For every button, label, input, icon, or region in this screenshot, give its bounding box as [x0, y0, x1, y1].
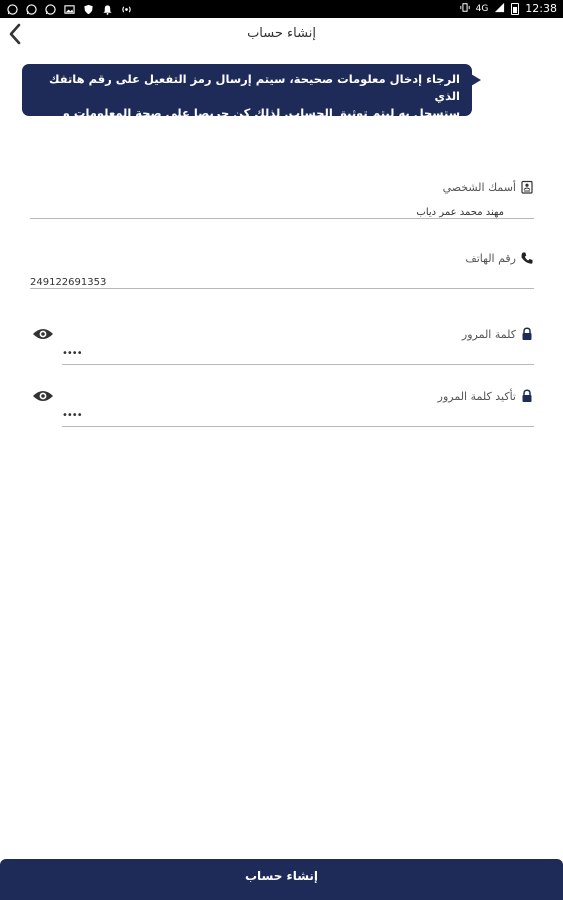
whatsapp-icon	[6, 4, 18, 15]
wifi-hotspot-icon	[120, 4, 132, 15]
page-title: إنشاء حساب	[247, 26, 316, 41]
notification-icons	[6, 2, 132, 16]
phone-field[interactable]	[30, 251, 534, 291]
create-account-button[interactable]: إنشاء حساب	[0, 859, 563, 900]
app-bar	[0, 18, 563, 52]
whatsapp-icon	[25, 4, 37, 15]
network-type: 4G	[475, 4, 489, 14]
shield-icon	[82, 4, 94, 15]
name-field[interactable]	[30, 180, 534, 220]
name-value[interactable]: مهند محمد عمر دياب	[416, 207, 504, 218]
eye-icon	[32, 326, 54, 342]
password-field[interactable]	[30, 324, 534, 368]
name-underline	[30, 218, 534, 219]
whatsapp-icon	[44, 4, 56, 15]
phone-value[interactable]: 249122691353	[30, 277, 107, 288]
contact-card-icon	[520, 180, 534, 194]
back-button[interactable]	[4, 21, 26, 47]
password-value[interactable]: ••••	[62, 348, 82, 359]
confirm-password-label	[438, 389, 534, 403]
name-label-text: أسمك الشخصي	[442, 180, 516, 194]
eye-icon	[32, 388, 54, 404]
lock-icon	[520, 327, 534, 341]
vibrate-icon	[460, 2, 470, 17]
phone-underline	[30, 288, 534, 289]
info-notice-bubble	[22, 64, 472, 137]
notice-line-1: الرجاء إدخال معلومات صحيحة، سيتم إرسال رمز التفعيل على رقم هاتفك الذي	[48, 72, 460, 103]
confirm-password-value[interactable]: ••••	[62, 410, 82, 421]
notice-line-2: ستسجل به ليتم توثيق الحساب. لذلك كن حريصا على صحة المعلومات و دقتها	[62, 106, 460, 137]
signal-icon	[494, 2, 505, 17]
confirm-password-field[interactable]	[30, 386, 534, 430]
confirm-password-label-text: تأكيد كلمة المرور	[437, 389, 516, 403]
status-bar	[0, 0, 563, 18]
password-label	[462, 327, 534, 341]
clock: 12:38	[525, 2, 557, 15]
image-icon	[63, 4, 75, 15]
password-underline	[62, 364, 534, 365]
system-status	[460, 2, 557, 16]
confirm-password-underline	[62, 426, 534, 427]
phone-label-text: رقم الهاتف	[465, 251, 516, 265]
lock-icon	[520, 389, 534, 403]
battery-icon	[511, 3, 519, 15]
chevron-left-icon	[4, 21, 26, 47]
password-label-text: كلمة المرور	[461, 327, 516, 341]
phone-label	[465, 251, 534, 265]
toggle-password-visibility[interactable]	[32, 326, 54, 342]
toggle-confirm-password-visibility[interactable]	[32, 388, 54, 404]
notification-bell-icon	[101, 4, 113, 15]
name-label	[443, 180, 534, 194]
phone-icon	[520, 251, 534, 265]
